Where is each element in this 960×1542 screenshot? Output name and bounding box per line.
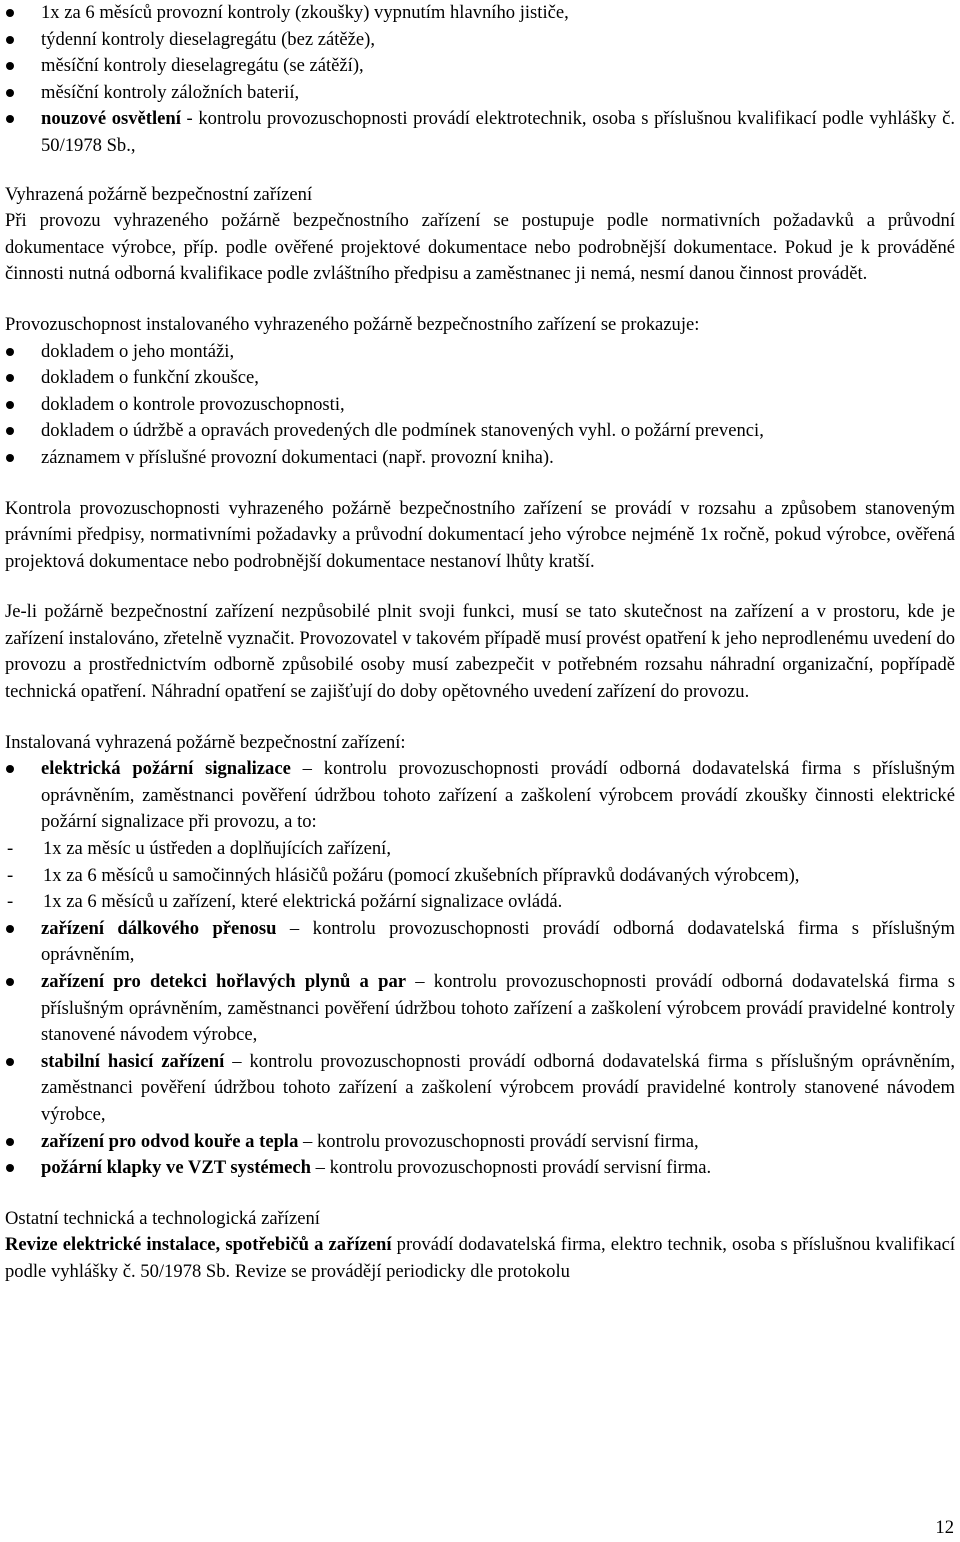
top-bullet-list [5,0,955,160]
item-bold: zařízení dálkového přenosu [41,917,277,939]
list-item [5,53,955,80]
revize-bold: Revize elektrické instalace, spotřebičů a zařízení [5,1234,392,1256]
item-text: – kontrolu provozuschopnosti provádí odborná dodavatelská firma s příslušným oprávněním, zaměstnanci pověření údržbou tohoto zařízení a zaškolení výrobcem provádí pravidelné kontroly stanovené návodem výrobce, [41,971,955,1046]
list-item: dokladem o funkční zkoušce, [5,365,955,392]
paragraph-kontrola: Kontrola provozuschopnosti vyhrazeného požárně bezpečnostního zařízení se provádí v rozsahu a způsobem stanoveným právními předpisy, normativními požadavky a průvodní dokumentací jeho výrobce nejméně 1x ročně, pokud výrobce, ověřená projektová dokumentace nebo podrobnější dokumentace nestanoví lhůty kratší. [5,497,955,572]
list-item [5,27,955,54]
provozuschopnost-list [5,339,955,472]
dash-item: - 1x za 6 měsíců u samočinných hlásičů požáru (pomocí zkušebních přípravků dodávaných výrobcem), [5,863,955,890]
item-text: týdenní kontroly dieselagregátu (bez zátěže), [41,28,376,50]
item-text: – kontrolu provozuschopnosti provádí servisní firma. [310,1157,712,1179]
list-item [5,969,955,1049]
eps-dash-list [5,836,955,916]
list-item [5,1129,955,1156]
item-bold: nouzové osvětlení [41,108,181,130]
list-item [5,1049,955,1129]
list-item [5,106,955,159]
list-item: dokladem o jeho montáži, [5,339,955,366]
item-text: měsíční kontroly dieselagregátu (se zátěží), [41,55,364,77]
paragraph-nezpusobile: Je-li požárně bezpečnostní zařízení nezpůsobilé plnit svoji funkci, musí se tato skutečnost na zařízení a v prostoru, kde je zařízení instalováno, zřetelně vyznačit. Provozovatel v takovém případě musí provést opatření k jeho neprodlenému uvedení do provozu a prostřednictvím odborně způsobilé osoby musí zabezpečit v potřebném rozsahu náhradní organizační, popřípadě technická opatření. Náhradní opatření se zajišťují do doby opětovného uvedení zařízení do provozu. [5,601,955,703]
item-bold: zařízení pro odvod kouře a tepla [41,1130,299,1152]
paragraph-revize [5,1232,955,1285]
paragraph-vpbz: Při provozu vyhrazeného požárně bezpečnostního zařízení se postupuje podle normativních požadavků a průvodní dokumentace výrobce, příp. podle ověřené projektové dokumentace nebo podrobnější dokumentace. Pokud je k prováděné činnosti nutná odborná kvalifikace podle zvláštního předpisu a zaměstnanec ji nemá, nesmí danou činnost provádět. [5,210,955,285]
list-item: dokladem o údržbě a opravách provedených dle podmínek stanovených vyhl. o požární prevenci, [5,418,955,445]
item-text: - kontrolu provozuschopnosti provádí elektrotechnik, osoba s příslušnou kvalifikací podle vyhlášky č. 50/1978 Sb., [41,108,955,156]
list-item [5,0,955,27]
section-heading-ostatni: Ostatní technická a technologická zařízení [5,1207,320,1229]
list-item [5,1155,955,1182]
instalovana-list [5,756,955,1182]
list-item: dokladem o kontrole provozuschopnosti, [5,392,955,419]
provozuschopnost-intro: Provozuschopnost instalovaného vyhrazeného požárně bezpečnostního zařízení se prokazuje: [5,313,700,335]
item-bold: zařízení pro detekci hořlavých plynů a par [41,971,406,992]
page-number: 12 [935,1517,954,1538]
item-text: – kontrolu provozuschopnosti provádí odborná dodavatelská firma s příslušným oprávněním, zaměstnanci pověření údržbou tohoto zařízení a zaškolení výrobcem provádí zkoušky činnosti elektrické požární signalizace při provozu, a to: [41,758,955,833]
list-item-eps [5,756,955,916]
item-bold: požární klapky ve VZT systémech [41,1157,311,1179]
dash-item: - 1x za měsíc u ústředen a doplňujících zařízení, [5,836,955,863]
item-bold: elektrická požární signalizace [41,758,291,780]
item-text: – kontrolu provozuschopnosti provádí odborná dodavatelská firma s příslušným oprávněním, zaměstnanci pověření údržbou tohoto zařízení a zaškolení výrobcem provádí pravidelné kontroly stanovené návodem výrobce, [41,1050,956,1125]
list-item [5,80,955,107]
item-text: – kontrolu provozuschopnosti provádí odborná dodavatelská firma s příslušným oprávněním, [41,917,955,966]
item-text: 1x za 6 měsíců provozní kontroly (zkoušky) vypnutím hlavního jističe, [41,2,569,23]
list-item [5,916,955,969]
list-item: záznamem v příslušné provozní dokumentaci (např. provozní kniha). [5,445,955,472]
item-bold: stabilní hasicí zařízení [41,1050,225,1072]
item-text: – kontrolu provozuschopnosti provádí servisní firma, [298,1130,699,1152]
revize-text: provádí dodavatelská firma, elektro technik, osoba s příslušnou kvalifikací podle vyhlášky č. 50/1978 Sb. Revize se provádějí periodicky dle protokolu [5,1234,955,1282]
section-heading-instalovana: Instalovaná vyhrazená požárně bezpečnostní zařízení: [5,731,406,753]
section-heading-vpbz: Vyhrazená požárně bezpečnostní zařízení [5,183,313,205]
document-page [5,0,955,1286]
item-text: měsíční kontroly záložních baterií, [41,81,300,103]
dash-item: - 1x za 6 měsíců u zařízení, které elektrická požární signalizace ovládá. [5,889,955,916]
